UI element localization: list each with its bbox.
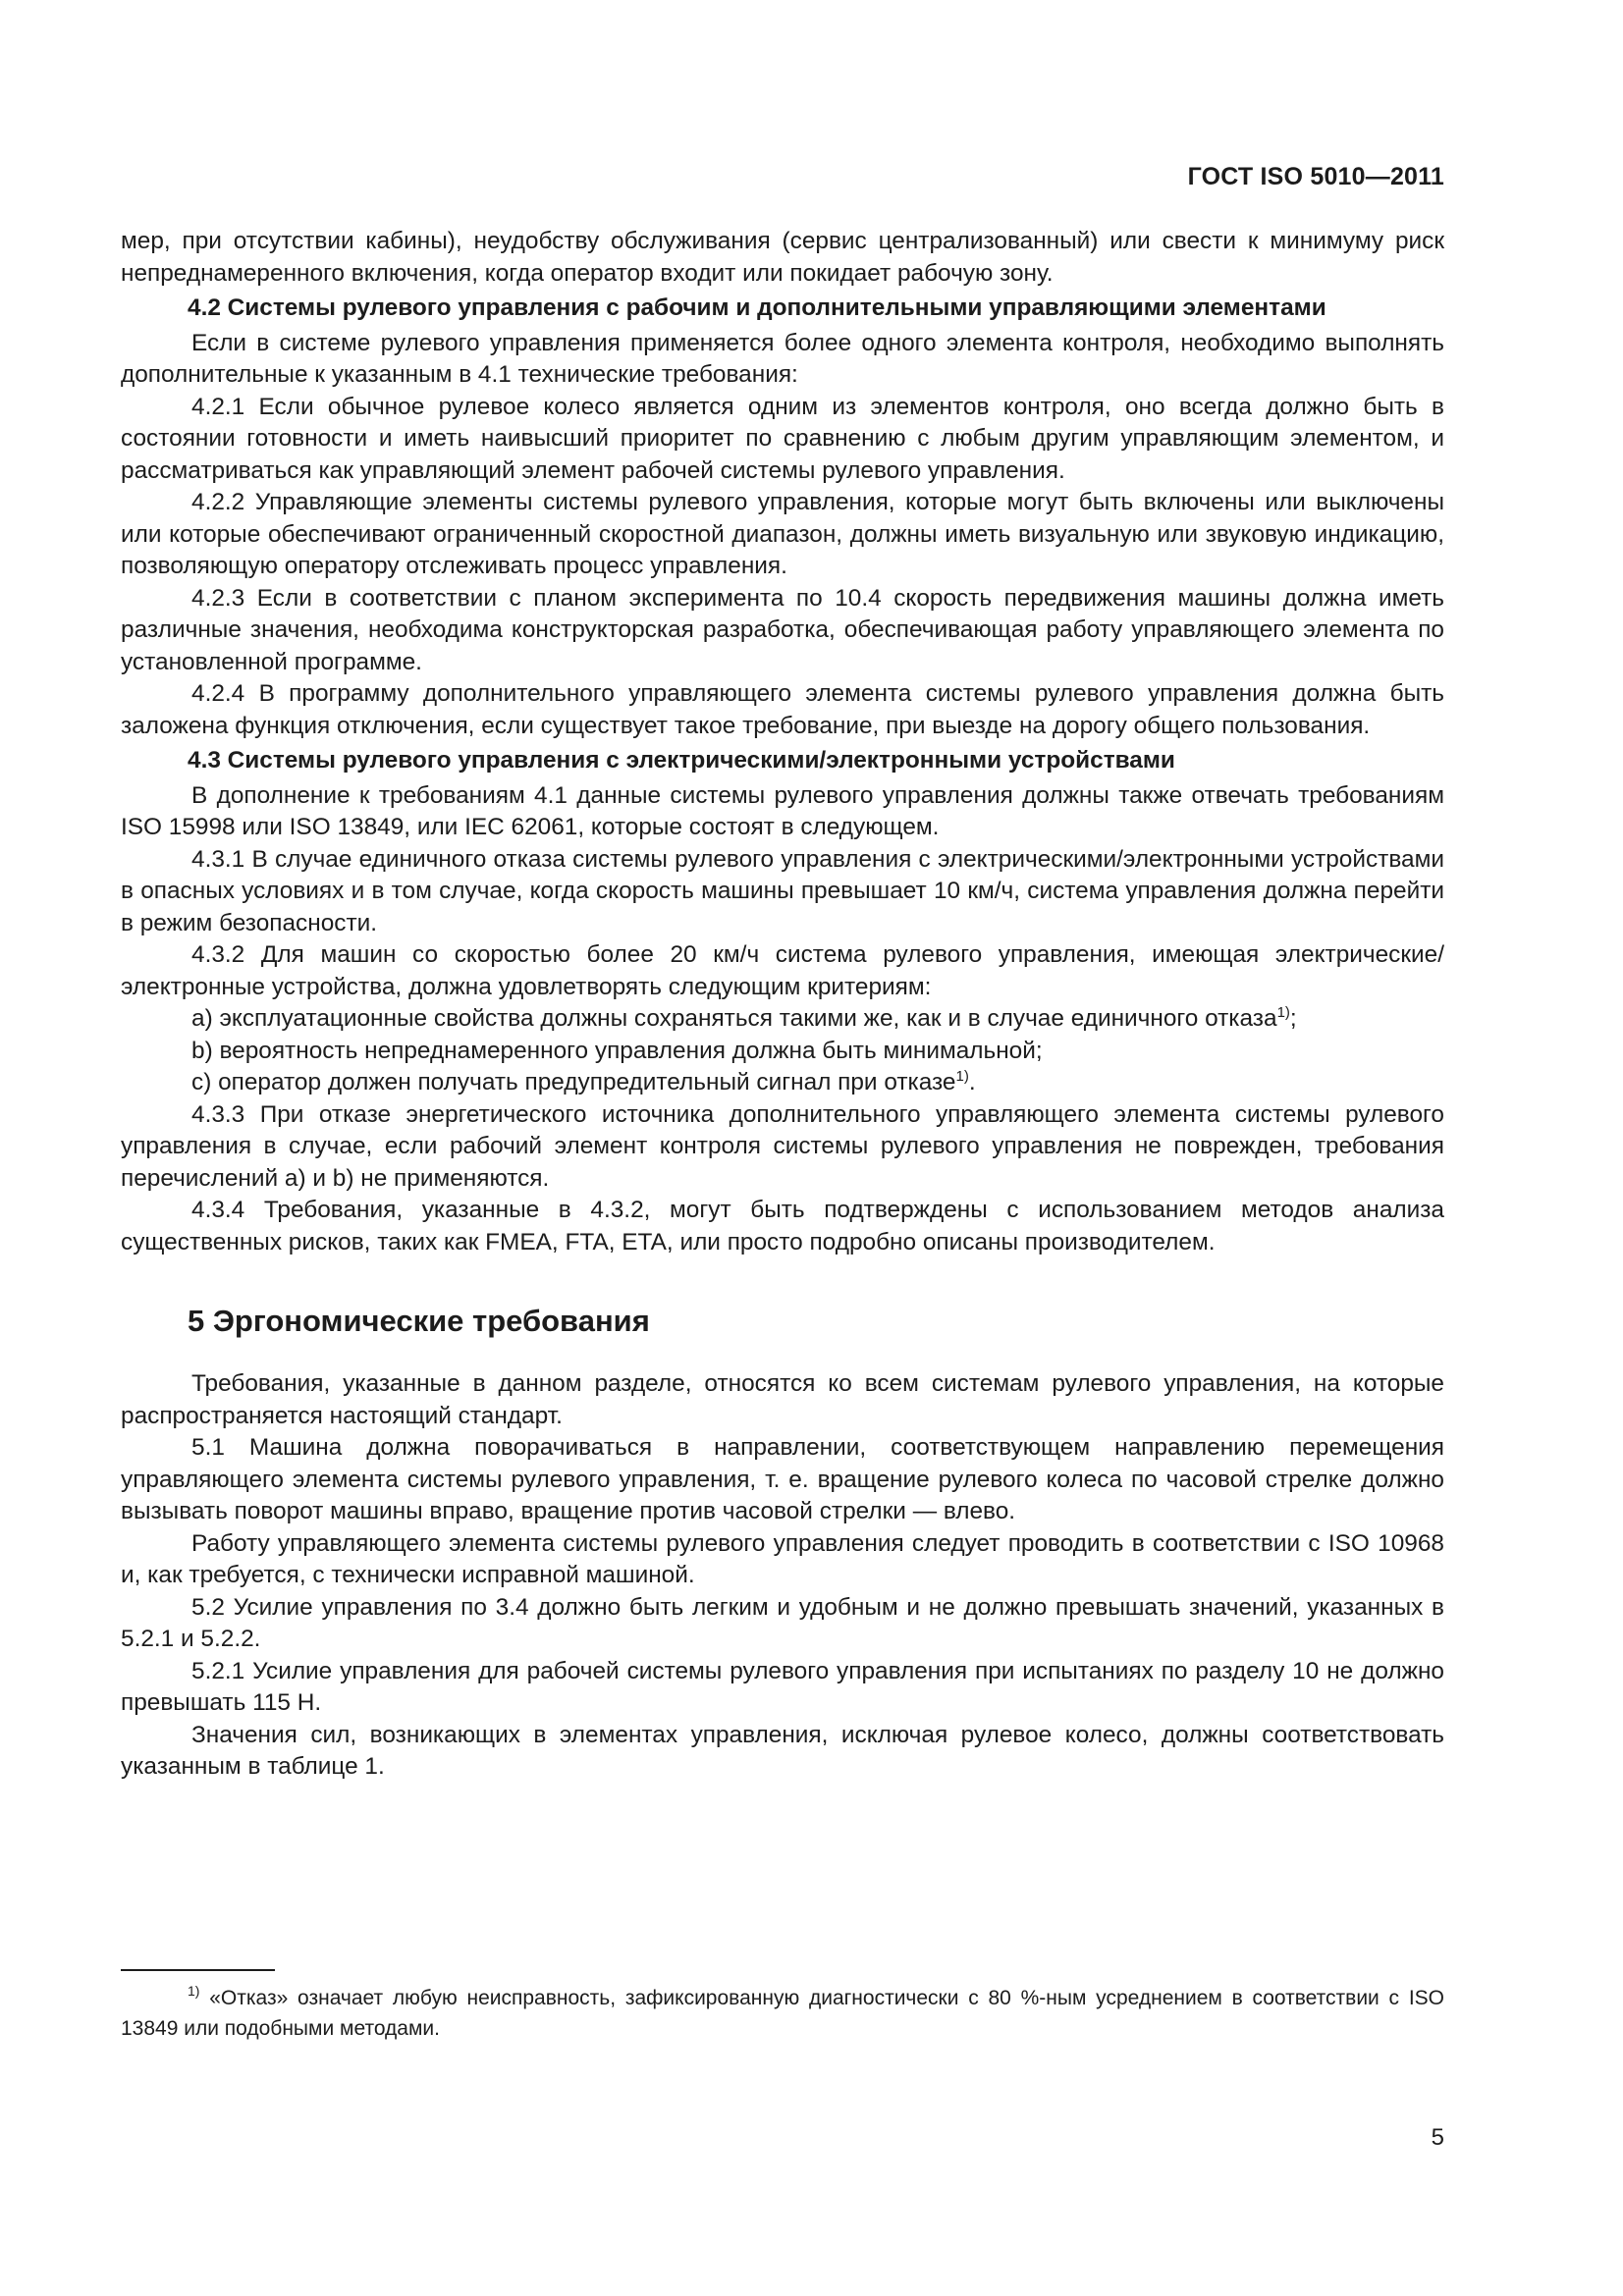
footnote-marker: 1) bbox=[188, 1983, 200, 1999]
clause-5-2: 5.2 Усилие управления по 3.4 должно быть легким и удобным и не должно превышать значений, указанных в 5.2.1 и 5.2.2. bbox=[121, 1593, 1444, 1652]
section-heading-4-2: 4.2 Системы рулевого управления с рабочим и дополнительными управляющими элементами bbox=[188, 294, 1326, 321]
clause-5-1: 5.1 Машина должна поворачиваться в направлении, соответствующем направлению перемещения управляющего элемента системы рулевого управления, т. е. вращение рулевого колеса по часовой стрелке должно вызывать поворот машины вправо, вращение против часовой стрелки — влево. bbox=[121, 1434, 1444, 1524]
clause-4-2-2: 4.2.2 Управляющие элементы системы рулевого управления, которые могут быть включены или выключены или которые обеспечивают ограниченный скоростной диапазон, должны иметь визуальную или звуковую индикацию, позволяющую оператору отслеживать процесс управления. bbox=[121, 489, 1444, 579]
list-item-b: b) вероятность непреднамеренного управления должна быть минимальной; bbox=[191, 1037, 1043, 1064]
list-item-a-text: a) эксплуатационные свойства должны сохраняться такими же, как и в случае единичного отказа bbox=[191, 1005, 1277, 1032]
clause-4-2-1: 4.2.1 Если обычное рулевое колесо является одним из элементов контроля, оно всегда должно быть в состоянии готовности и иметь наивысший приоритет по сравнению с любым другим управляющим элементом, и рассматриваться как управляющий элемент рабочей системы рулевого управления. bbox=[121, 393, 1444, 484]
footnote-text: «Отказ» означает любую неисправность, зафиксированную диагностически с 80 %-ным усреднением в соответствии с ISO 13849 или подобными методами. bbox=[121, 1987, 1444, 2040]
clause-4-3-2: 4.3.2 Для машин со скоростью более 20 км/ч система рулевого управления, имеющая электрические/электронные устройства, должна удовлетворять следующим критериям: bbox=[121, 941, 1444, 1000]
list-item-c-text: c) оператор должен получать предупредительный сигнал при отказе bbox=[191, 1069, 956, 1095]
page-body bbox=[121, 226, 1444, 1784]
document-header: ГОСТ ISO 5010—2011 bbox=[1187, 163, 1444, 190]
list-item-a-punct: ; bbox=[1289, 1005, 1297, 1032]
footnote-divider bbox=[121, 1969, 275, 1971]
list-item-a bbox=[121, 1003, 1444, 1036]
clause-4-2-4: 4.2.4 В программу дополнительного управляющего элемента системы рулевого управления должна быть заложена функция отключения, если существует такое требование, при выезде на дорогу общего пользования. bbox=[121, 680, 1444, 739]
paragraph: Значения сил, возникающих в элементах управления, исключая рулевое колесо, должны соответствовать указанным в таблице 1. bbox=[121, 1721, 1444, 1780]
paragraph: Работу управляющего элемента системы рулевого управления следует проводить в соответствии с ISO 10968 и, как требуется, с технически исправной машиной. bbox=[121, 1529, 1444, 1588]
list-item-c bbox=[121, 1067, 1444, 1099]
section-heading-5: 5 Эргономические требования bbox=[188, 1304, 650, 1338]
footnote bbox=[121, 1983, 1444, 2044]
clause-4-3-4: 4.3.4 Требования, указанные в 4.3.2, могут быть подтверждены с использованием методов анализа существенных рисков, таких как FMEA, FTA, ETA, или просто подробно описаны производителем. bbox=[121, 1197, 1444, 1255]
clause-4-3-3: 4.3.3 При отказе энергетического источника дополнительного управляющего элемента системы рулевого управления в случае, если рабочий элемент контроля системы рулевого управления не поврежден, требования перечислений a) и b) не применяются. bbox=[121, 1100, 1444, 1192]
paragraph: Если в системе рулевого управления применяется более одного элемента контроля, необходимо выполнять дополнительные к указанным в 4.1 технические требования: bbox=[121, 329, 1444, 388]
paragraph: мер, при отсутствии кабины), неудобству обслуживания (сервис централизованный) или свести к минимуму риск непреднамеренного включения, когда оператор входит или покидает рабочую зону. bbox=[121, 228, 1444, 287]
paragraph: Требования, указанные в данном разделе, относятся ко всем системам рулевого управления, на которые распространяется настоящий стандарт. bbox=[121, 1370, 1444, 1429]
clause-5-2-1: 5.2.1 Усилие управления для рабочей системы рулевого управления при испытаниях по разделу 10 не должно превышать 115 Н. bbox=[121, 1657, 1444, 1716]
footnote-ref: 1) bbox=[1276, 1004, 1290, 1021]
list-item-c-punct: . bbox=[968, 1069, 976, 1095]
section-heading-4-3: 4.3 Системы рулевого управления с электрическими/электронными устройствами bbox=[188, 747, 1175, 774]
clause-4-2-3: 4.2.3 Если в соответствии с планом эксперимента по 10.4 скорость передвижения машины должна иметь различные значения, необходима конструкторская разработка, обеспечивающая работу управляющего элемента по установленной программе. bbox=[121, 584, 1444, 675]
footnote-ref: 1) bbox=[955, 1068, 969, 1085]
clause-4-3-1: 4.3.1 В случае единичного отказа системы рулевого управления с электрическими/электронными устройствами в опасных условиях и в том случае, когда скорость машины превышает 10 км/ч, система управления должна перейти в режим безопасности. bbox=[121, 845, 1444, 936]
paragraph: В дополнение к требованиям 4.1 данные системы рулевого управления должны также отвечать требованиям ISO 15998 или ISO 13849, или IEC 62061, которые состоят в следующем. bbox=[121, 781, 1444, 840]
page-number: 5 bbox=[1431, 2124, 1444, 2151]
